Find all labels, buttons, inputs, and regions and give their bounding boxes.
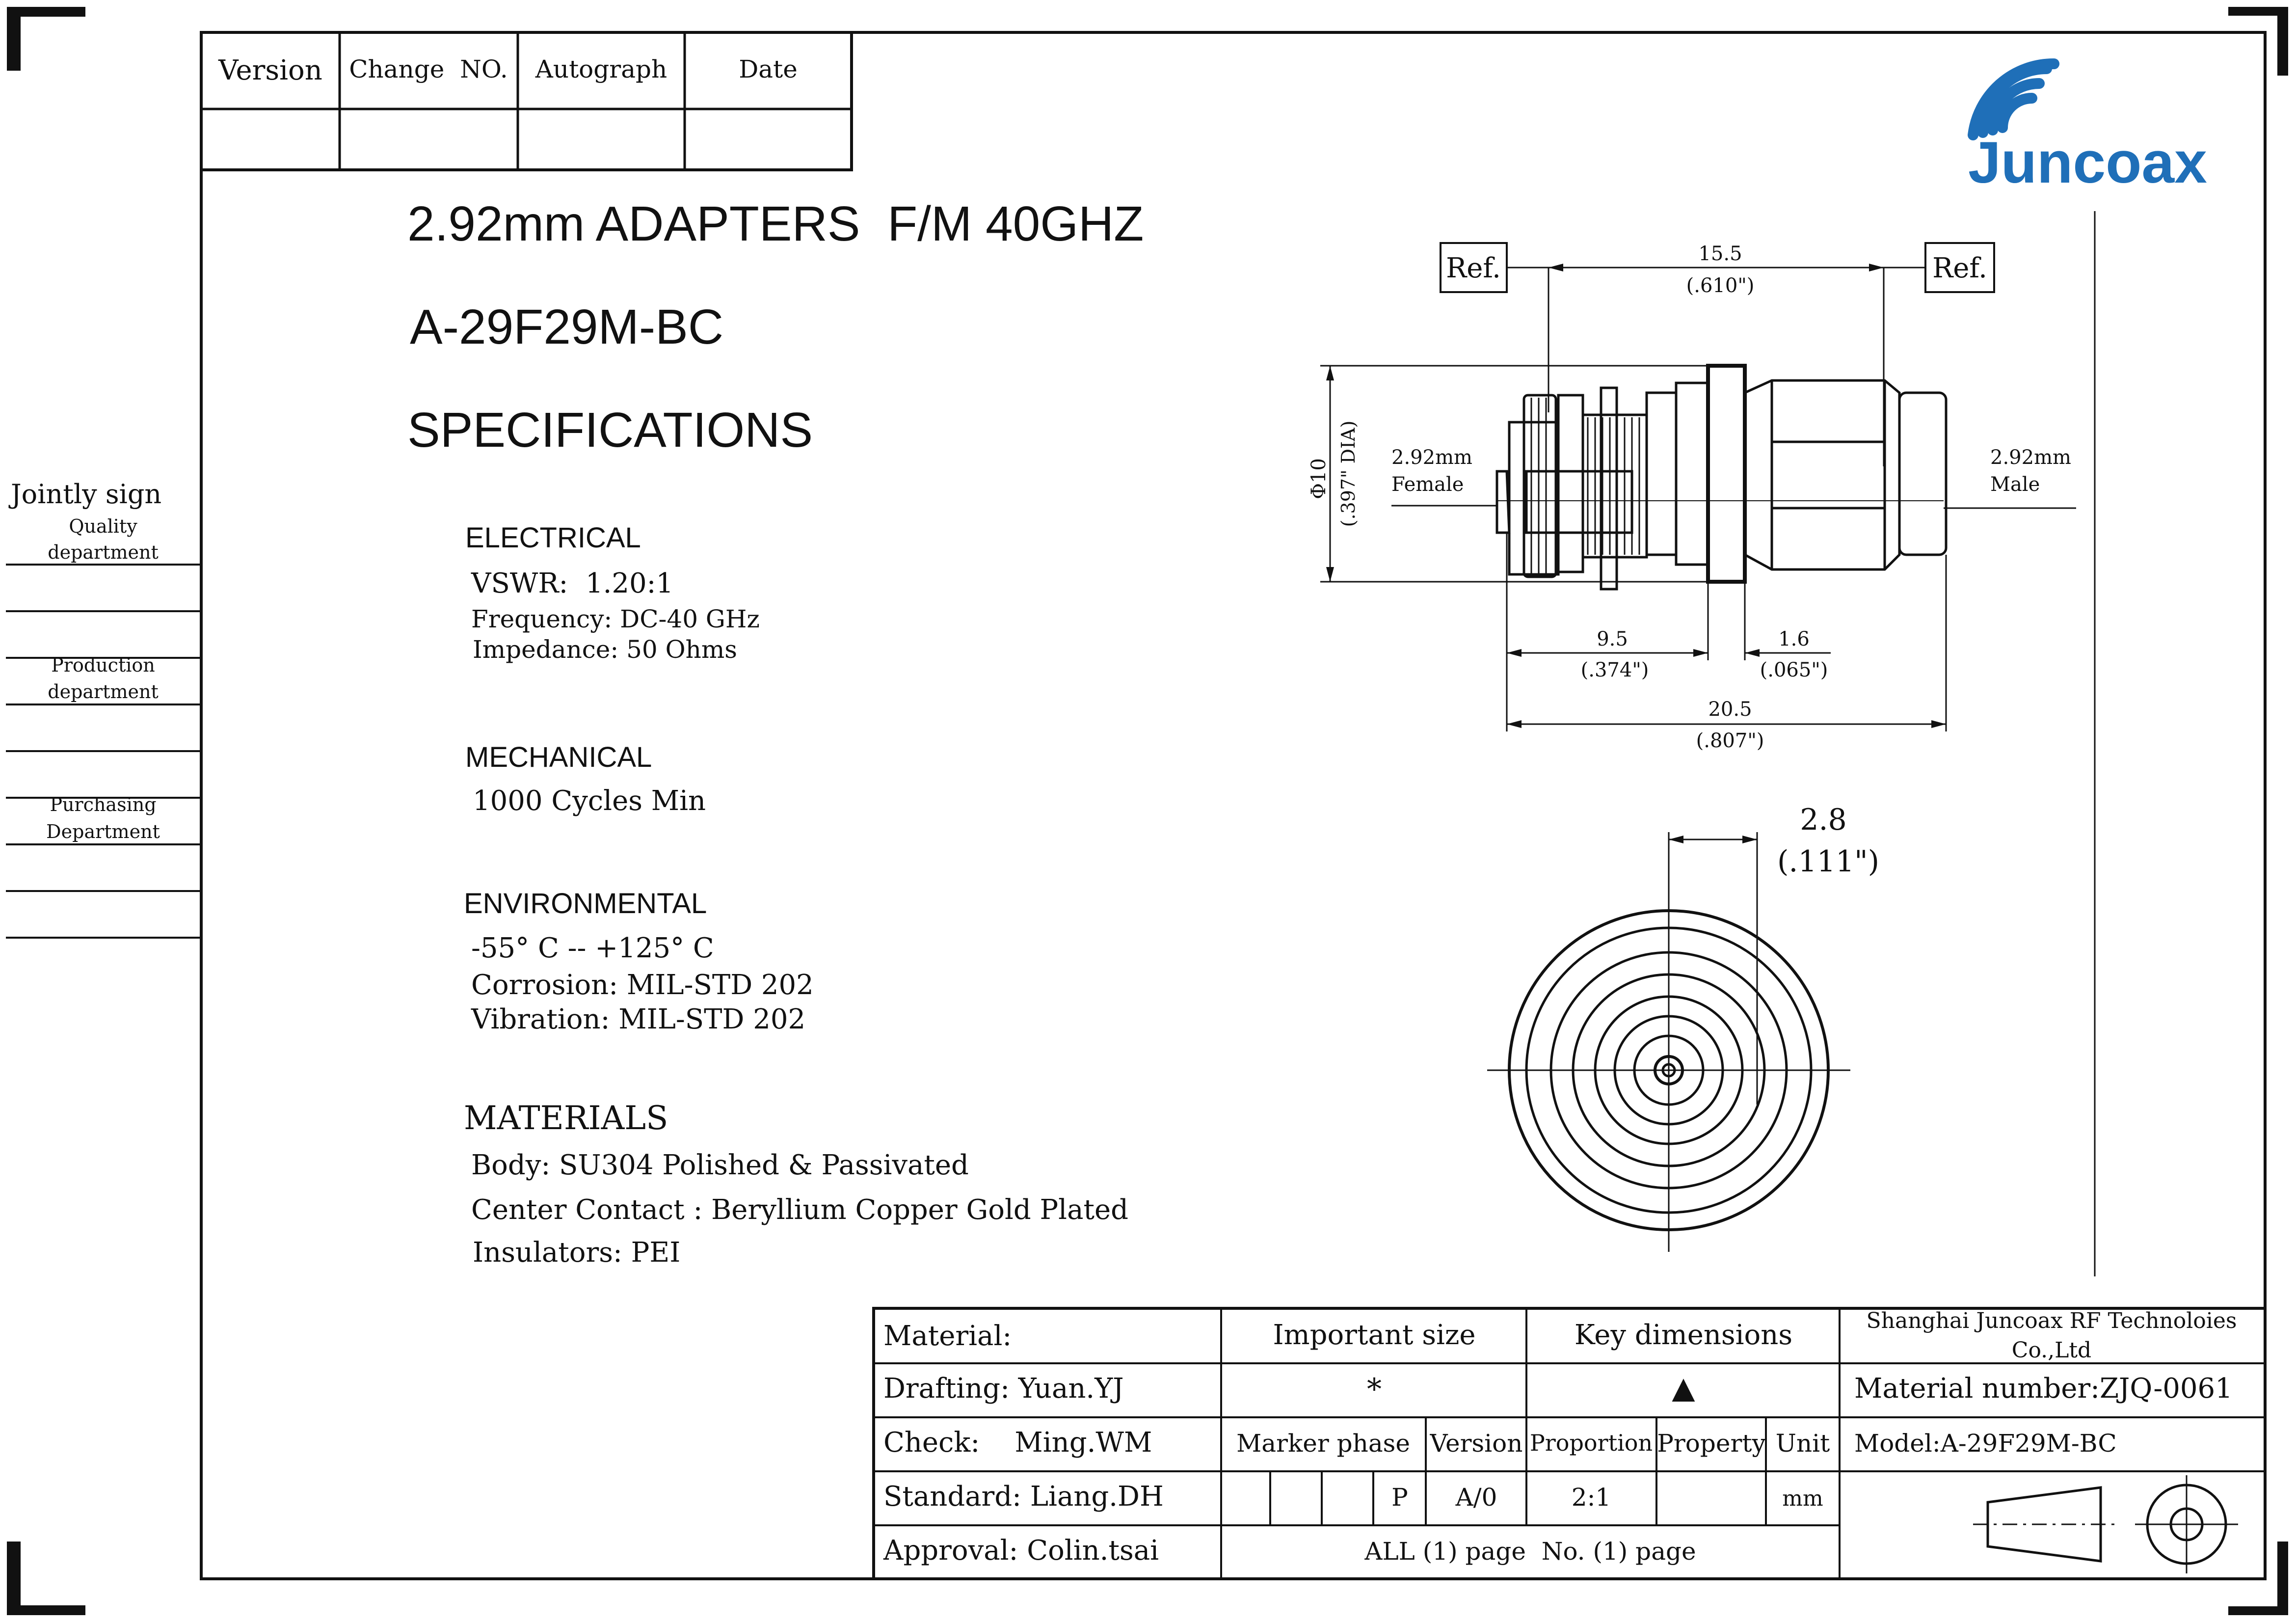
tb-drafting: Drafting: Yuan.YJ xyxy=(883,1373,1124,1405)
quality-department-line2: department xyxy=(48,541,159,563)
tb-marker-phase: Marker phase xyxy=(1236,1429,1410,1458)
corner-mark-top-left-h xyxy=(7,7,85,17)
dim-end-value: 2.8 xyxy=(1800,803,1847,837)
revision-header-version: Version xyxy=(218,54,322,86)
female-label-type: Female xyxy=(1391,473,1464,496)
corner-mark-top-right-h xyxy=(2228,7,2288,16)
tb-material-number: Material number:ZJQ-0061 xyxy=(1854,1373,2233,1405)
corner-mark-bottom-left-h xyxy=(7,1605,85,1615)
tb-key-dimensions: Key dimensions xyxy=(1574,1319,1793,1351)
part-number: A-29F29M-BC xyxy=(410,299,724,354)
environmental-heading: ENVIRONMENTAL xyxy=(464,888,707,920)
revision-header-autograph: Autograph xyxy=(535,55,667,83)
materials-heading: MATERIALS xyxy=(464,1099,668,1137)
juncoax-logo xyxy=(1968,64,2207,195)
environmental-vibration: Vibration: MIL-STD 202 xyxy=(471,1003,806,1035)
tb-standard: Standard: Liang.DH xyxy=(883,1481,1164,1513)
environmental-corrosion: Corrosion: MIL-STD 202 xyxy=(471,969,814,1001)
adapter-body xyxy=(1497,366,1946,589)
tb-material: Material: xyxy=(883,1320,1012,1352)
adapter-side-view xyxy=(1308,243,2076,752)
logo-text: Juncoax xyxy=(1968,130,2207,195)
tb-company-line2: Co.,Ltd xyxy=(2011,1338,2092,1363)
dim-a-value: 9.5 xyxy=(1597,628,1628,650)
electrical-frequency: Frequency: DC-40 GHz xyxy=(471,605,760,633)
projection-symbol-icon xyxy=(1973,1475,2238,1573)
tb-unit-value: mm xyxy=(1782,1486,1823,1511)
revision-table xyxy=(201,32,852,170)
title-block xyxy=(874,1308,2265,1579)
mechanical-heading: MECHANICAL xyxy=(465,741,652,773)
dim-total-value: 20.5 xyxy=(1708,698,1752,721)
tb-approval: Approval: Colin.tsai xyxy=(883,1535,1159,1567)
dim-diameter-inch: (.397" DIA) xyxy=(1337,420,1359,527)
specifications xyxy=(464,522,1128,1269)
revision-header-change: Change NO. xyxy=(349,55,508,83)
tb-version-value: A/0 xyxy=(1455,1483,1497,1512)
environmental-temperature: -55° C -- +125° C xyxy=(471,932,714,964)
electrical-vswr: VSWR: 1.20:1 xyxy=(471,568,674,599)
tb-asterisk: * xyxy=(1367,1372,1382,1407)
tb-property: Property xyxy=(1657,1429,1766,1458)
title-block-header xyxy=(407,196,1144,458)
materials-body: Body: SU304 Polished & Passivated xyxy=(471,1149,969,1181)
revision-header-date: Date xyxy=(739,55,798,83)
mechanical-cycles: 1000 Cycles Min xyxy=(473,785,706,817)
purchasing-department-line1: Purchasing xyxy=(50,794,157,815)
tb-check: Check: Ming.WM xyxy=(883,1427,1152,1459)
corner-mark-top-right xyxy=(2277,7,2288,76)
electrical-heading: ELECTRICAL xyxy=(465,522,641,554)
dim-diameter-value: Φ10 xyxy=(1308,458,1330,499)
male-label-size: 2.92mm xyxy=(1990,446,2071,469)
adapter-end-view xyxy=(1487,832,1850,1252)
dim-total-inch: (.807") xyxy=(1696,730,1764,752)
corner-mark-bottom-right-h xyxy=(2228,1606,2288,1615)
dim-b-inch: (.065") xyxy=(1760,659,1828,681)
production-department-line2: department xyxy=(48,681,159,703)
jointly-sign-panel xyxy=(6,479,201,938)
dim-end-inch: (.111") xyxy=(1777,844,1880,879)
materials-insulators: Insulators: PEI xyxy=(473,1237,681,1269)
quality-department-line1: Quality xyxy=(69,515,137,537)
male-label-type: Male xyxy=(1990,473,2040,496)
tb-triangle: ▲ xyxy=(1664,1366,1703,1410)
tb-marker-value: P xyxy=(1391,1483,1408,1512)
materials-center-contact: Center Contact : Beryllium Copper Gold Plated xyxy=(471,1194,1128,1226)
tb-version: Version xyxy=(1430,1429,1523,1458)
corner-mark-bottom-right xyxy=(2277,1542,2288,1615)
tb-important-size: Important size xyxy=(1273,1319,1476,1351)
production-department-line1: Production xyxy=(51,654,155,676)
female-label-size: 2.92mm xyxy=(1391,446,1472,469)
tb-proportion-value: 2:1 xyxy=(1571,1483,1611,1512)
jointly-sign-label: Jointly sign xyxy=(11,479,162,510)
dim-b-value: 1.6 xyxy=(1778,628,1810,650)
dim-a-inch: (.374") xyxy=(1580,659,1649,681)
corner-mark-bottom-left xyxy=(7,1542,21,1615)
tb-model: Model:A-29F29M-BC xyxy=(1854,1429,2117,1458)
signal-waves-icon xyxy=(1973,64,2054,135)
purchasing-department-line2: Department xyxy=(46,821,160,842)
tb-company-line1: Shanghai Juncoax RF Technoloies xyxy=(1866,1308,2237,1333)
tb-unit: Unit xyxy=(1775,1429,1830,1458)
electrical-impedance: Impedance: 50 Ohms xyxy=(473,635,737,664)
ref-left-label: Ref. xyxy=(1446,252,1501,284)
tb-proportion: Proportion xyxy=(1529,1430,1653,1456)
dim-top-inch: (.610") xyxy=(1686,274,1755,297)
product-title: 2.92mm ADAPTERS F/M 40GHZ xyxy=(407,196,1144,251)
specifications-heading: SPECIFICATIONS xyxy=(407,403,813,458)
dim-top-value: 15.5 xyxy=(1698,243,1742,265)
tb-pages: ALL (1) page No. (1) page xyxy=(1364,1537,1696,1566)
ref-right-label: Ref. xyxy=(1932,252,1987,284)
